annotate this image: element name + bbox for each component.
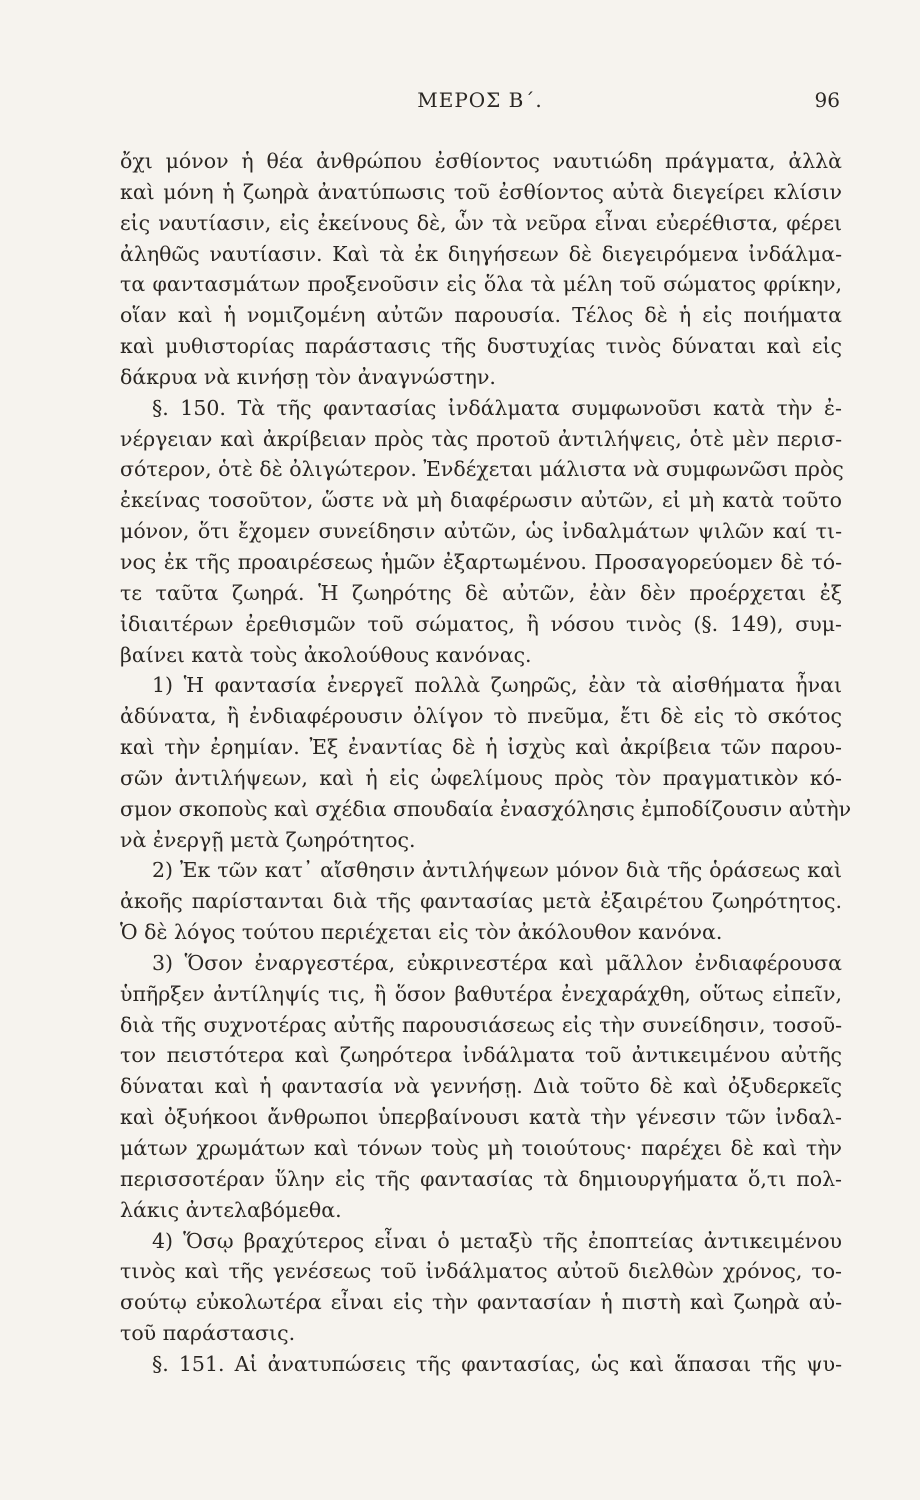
text-line: ἐκείνας τοσοῦτον, ὥστε νὰ μὴ διαφέρωσιν αὐτῶν, εἰ μὴ κατὰ τοῦτο — [120, 488, 842, 513]
text-line: ἀληθῶς ναυτίασιν. Καὶ τὰ ἐκ διηγήσεων δὲ διεγειρόμενα ἰνδάλμα- — [120, 241, 842, 266]
text-line: καὶ μυθιστορίας παράστασις τῆς δυστυχίας τινὸς δύναται καὶ εἰς — [120, 334, 842, 359]
text-line: καὶ τὴν ἐρημίαν. Ἐξ ἐναντίας δὲ ἡ ἰσχὺς καὶ ἀκρίβεια τῶν παρου- — [120, 735, 842, 760]
text-line: §. 150. Τὰ τῆς φαντασίας ἰνδάλματα συμφωνοῦσι κατὰ τὴν ἐ- — [152, 395, 842, 420]
text-line: τε ταῦτα ζωηρά. Ἡ ζωηρότης δὲ αὐτῶν, ἐὰν δὲν προέρχεται ἐξ — [120, 580, 842, 605]
text-line: νος ἐκ τῆς προαιρέσεως ἡμῶν ἐξαρτωμένου. Προσαγορεύομεν δὲ τό- — [120, 549, 842, 574]
text-line: τοῦ παράστασις. — [120, 1321, 296, 1346]
text-line: τον πειστότερα καὶ ζωηρότερα ἰνδάλματα τοῦ ἀντικειμένου αὐτῆς — [120, 1043, 842, 1068]
body-text — [120, 146, 852, 1380]
text-line: τα φαντασμάτων προξενοῦσιν εἰς ὅλα τὰ μέλη τοῦ σώματος φρίκην, — [120, 272, 842, 297]
text-line: οἵαν καὶ ἡ νομιζομένη αὐτῶν παρουσία. Τέλος δὲ ἡ εἰς ποιήματα — [120, 303, 842, 328]
text-line: ὄχι μόνον ἡ θέα ἀνθρώπου ἐσθίοντος ναυτιώδη πράγματα, ἀλλὰ — [120, 149, 842, 173]
text-line: νὰ ἐνεργῇ μετὰ ζωηρότητος. — [120, 827, 416, 852]
running-head: ΜΕΡΟΣ Β΄. — [417, 88, 543, 112]
text-line: Ὁ δὲ λόγος τούτου περιέχεται εἰς τὸν ἀκόλουθον κανόνα. — [120, 920, 723, 945]
text-line: σούτῳ εὐκολωτέρα εἶναι εἰς τὴν φαντασίαν ἡ πιστὴ καὶ ζωηρὰ αὐ- — [120, 1290, 842, 1315]
text-line: δάκρυα νὰ κινήσῃ τὸν ἀναγνώστην. — [120, 364, 496, 389]
text-line: μόνον, ὅτι ἔχομεν συνείδησιν αὐτῶν, ὡς ἰνδαλμάτων ψιλῶν καί τι- — [120, 519, 842, 544]
text-line: σότερον, ὁτὲ δὲ ὀλιγώτερον. Ἐνδέχεται μάλιστα νὰ συμφωνῶσι πρὸς — [120, 457, 844, 482]
text-line: περισσοτέραν ὕλην εἰς τῆς φαντασίας τὰ δημιουργήματα ὅ,τι πολ- — [120, 1166, 842, 1191]
text-line: ἰδιαιτέρων ἐρεθισμῶν τοῦ σώματος, ἢ νόσου τινὸς (§. 149), συμ- — [120, 611, 842, 636]
text-line: βαίνει κατὰ τοὺς ἀκολούθους κανόνας. — [120, 642, 532, 667]
text-line: σμον σκοποὺς καὶ σχέδια σπουδαία ἐνασχόλησις ἐμποδίζουσιν αὐτὴν — [120, 796, 852, 821]
text-line: 1) Ἡ φαντασία ἐνεργεῖ πολλὰ ζωηρῶς, ἐὰν τὰ αἰσθήματα ἦναι — [152, 673, 842, 698]
text-line: νέργειαν καὶ ἀκρίβειαν πρὸς τὰς προτοῦ ἀντιλήψεις, ὁτὲ μὲν περισ- — [120, 426, 842, 451]
text-line: 2) Ἐκ τῶν κατ᾽ αἴσθησιν ἀντιλήψεων μόνον διὰ τῆς ὁράσεως καὶ — [152, 858, 842, 883]
text-line: εἰς ναυτίασιν, εἰς ἐκείνους δὲ, ὧν τὰ νεῦρα εἶναι εὐερέθιστα, φέρει — [120, 210, 842, 235]
text-line: §. 151. Αἱ ἀνατυπώσεις τῆς φαντασίας, ὡς καὶ ἅπασαι τῆς ψυ- — [152, 1351, 842, 1376]
text-line: ἀκοῆς παρίστανται διὰ τῆς φαντασίας μετὰ ἐξαιρέτου ζωηρότητος. — [120, 889, 842, 914]
text-line: λάκις ἀντελαβόμεθα. — [120, 1197, 342, 1222]
text-line: τινὸς καὶ τῆς γενέσεως τοῦ ἰνδάλματος αὐτοῦ διελθὼν χρόνος, το- — [120, 1259, 842, 1284]
text-line: 4) Ὅσῳ βραχύτερος εἶναι ὁ μεταξὺ τῆς ἐποπτείας ἀντικειμένου — [152, 1228, 842, 1253]
page-header — [120, 88, 840, 118]
text-line: 3) Ὅσον ἐναργεστέρα, εὐκρινεστέρα καὶ μᾶλλον ἐνδιαφέρουσα — [152, 950, 842, 975]
page-number: 96 — [814, 88, 840, 112]
text-line: δύναται καὶ ἡ φαντασία νὰ γεννήσῃ. Διὰ τοῦτο δὲ καὶ ὀξυδερκεῖς — [120, 1074, 842, 1099]
text-line: διὰ τῆς συχνοτέρας αὐτῆς παρουσιάσεως εἰς τὴν συνείδησιν, τοσοῦ- — [120, 1012, 842, 1037]
text-line: ἀδύνατα, ἢ ἐνδιαφέρουσιν ὀλίγον τὸ πνεῦμα, ἔτι δὲ εἰς τὸ σκότος — [120, 704, 842, 729]
text-line: μάτων χρωμάτων καὶ τόνων τοὺς μὴ τοιούτους· παρέχει δὲ καὶ τὴν — [120, 1136, 842, 1160]
text-line: καὶ ὀξυήκοοι ἄνθρωποι ὑπερβαίνουσι κατὰ τὴν γένεσιν τῶν ἰνδαλ- — [120, 1105, 842, 1130]
text-line: σῶν ἀντιλήψεων, καὶ ἡ εἰς ὠφελίμους πρὸς τὸν πραγματικὸν κό- — [120, 765, 842, 790]
text-line: καὶ μόνη ἡ ζωηρὰ ἀνατύπωσις τοῦ ἐσθίοντος αὐτὰ διεγείρει κλίσιν — [120, 179, 842, 204]
text-line: ὑπῆρξεν ἀντίληψίς τις, ἢ ὅσον βαθυτέρα ἐνεχαράχθη, οὕτως εἰπεῖν, — [120, 981, 842, 1006]
